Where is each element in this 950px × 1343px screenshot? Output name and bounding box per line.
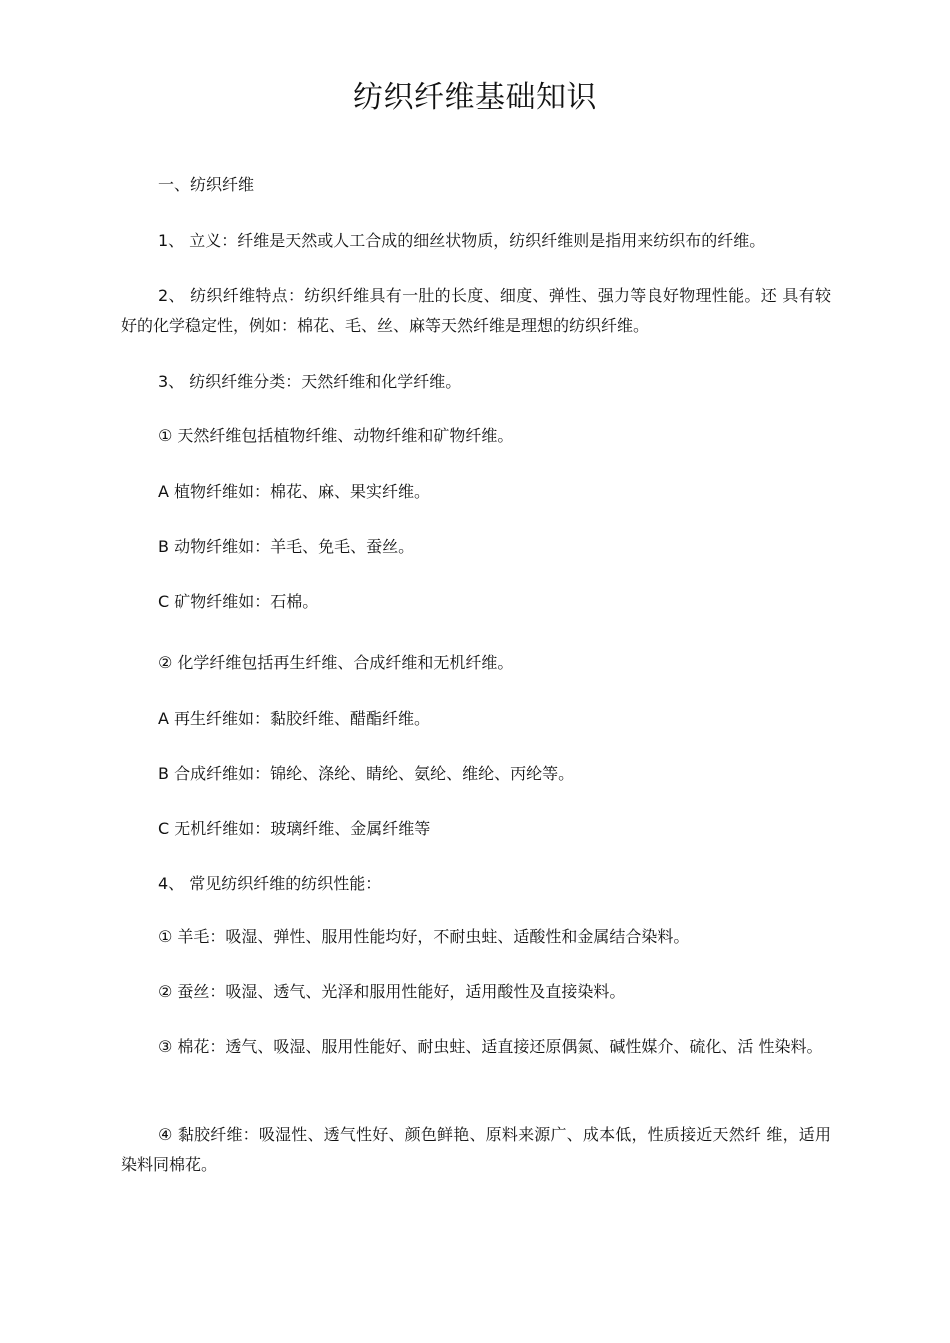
paragraph: 2、 纺织纤维特点：纺织纤维具有一肚的长度、细度、弹性、强力等良好物理性能。还 具有较好的化学稳定性，例如：棉花、毛、丝、麻等天然纤维是理想的纺织纤维。	[121, 286, 831, 335]
paragraph: ④ 黏胶纤维：吸湿性、透气性好、颜色鲜艳、原料来源广、成本低，性质接近天然纤 维，适用染料同棉花。	[121, 1125, 831, 1174]
paragraph: ② 蚕丝：吸湿、透气、光泽和服用性能好，适用酸性及直接染料。	[158, 982, 626, 1001]
paragraph: ① 天然纤维包括植物纤维、动物纤维和矿物纤维。	[158, 426, 514, 445]
paragraph: B 动物纤维如：羊毛、免毛、蚕丝。	[158, 537, 415, 556]
paragraph: 4、 常见纺织纤维的纺织性能：	[158, 874, 382, 893]
page-title: 纺织纤维基础知识	[353, 80, 597, 115]
paragraph: A 再生纤维如：黏胶纤维、醋酯纤维。	[158, 709, 431, 728]
paragraph: ③ 棉花：透气、吸湿、服用性能好、耐虫蛀、适直接还原偶氮、碱性媒介、硫化、活 性染料。	[158, 1037, 823, 1056]
paragraph: B 合成纤维如：锦纶、涤纶、睛纶、氨纶、维纶、丙纶等。	[158, 764, 575, 783]
paragraph: 3、 纺织纤维分类：天然纤维和化学纤维。	[158, 372, 462, 391]
paragraph: ① 羊毛：吸湿、弹性、服用性能均好，不耐虫蛀、适酸性和金属结合染料。	[158, 927, 690, 946]
section-heading: 一、纺织纤维	[158, 175, 255, 194]
paragraph: A 植物纤维如：棉花、麻、果实纤维。	[158, 482, 431, 501]
paragraph: C 矿物纤维如：石棉。	[158, 592, 319, 611]
paragraph: ② 化学纤维包括再生纤维、合成纤维和无机纤维。	[158, 653, 514, 672]
paragraph: C 无机纤维如：玻璃纤维、金属纤维等	[158, 819, 431, 838]
paragraph: 1、 立义：纤维是天然或人工合成的细丝状物质，纺织纤维则是指用来纺织布的纤维。	[158, 231, 766, 250]
